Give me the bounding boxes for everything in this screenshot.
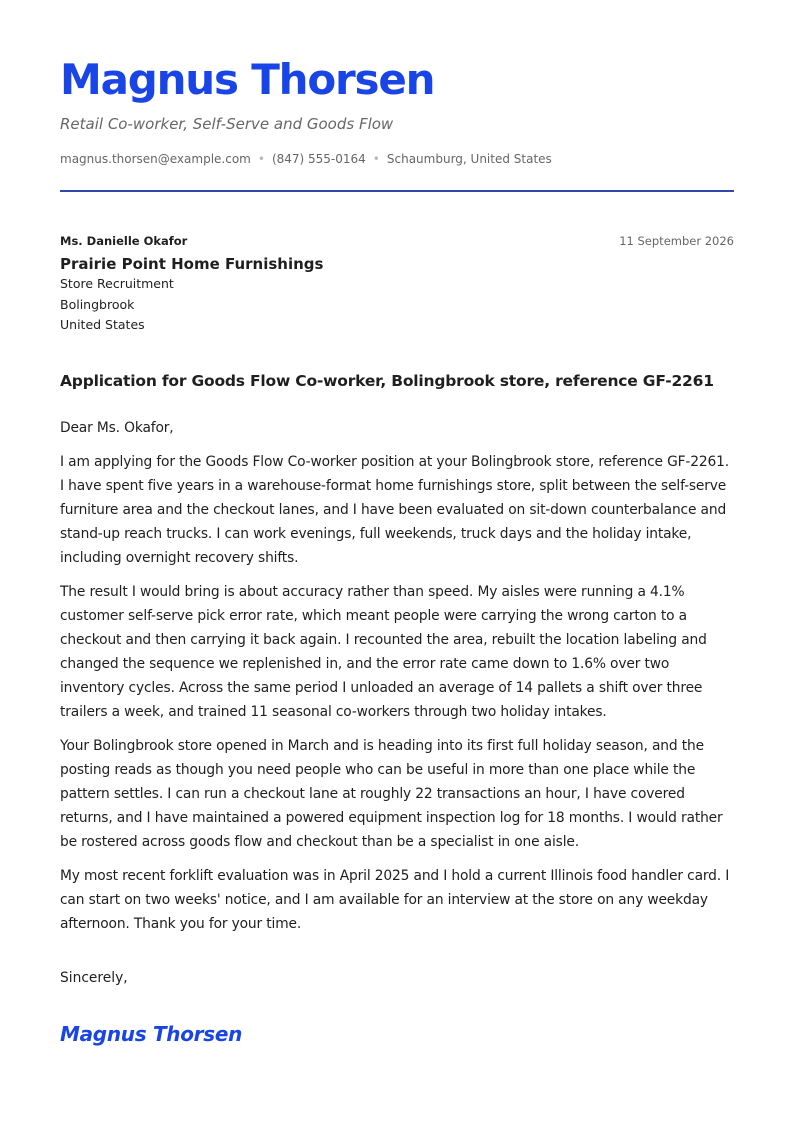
header-divider bbox=[60, 190, 734, 192]
letter-body bbox=[60, 416, 734, 946]
phone-text: (847) 555-0164 bbox=[271, 152, 366, 166]
recipient-department: Store Recruitment bbox=[60, 276, 174, 291]
signature: Magnus Thorsen bbox=[60, 1022, 243, 1046]
recipient-city: Bolingbrook bbox=[60, 296, 135, 312]
body-paragraph: The result I would bring is about accuracy rather than speed. My aisles were running a 4.1% customer self-serve pick error rate, which meant people were carrying the wrong carton to a checkout and then carrying it back again. I recounted the area, rebuilt the location labeling and changed the sequence we replenished in, and the error rate came down to 1.6% over two inventory cycles. Across the same period I unloaded an average of 14 pallets a shift over three trailers a week, and trained 11 seasonal co-workers through two holiday intakes. bbox=[60, 584, 707, 720]
recipient-company: Prairie Point Home Furnishings bbox=[60, 255, 324, 273]
recipient-country: United States bbox=[60, 317, 145, 332]
body-paragraph: Your Bolingbrook store opened in March and is heading into its first full holiday season, and the posting reads as though you need people who can be useful in more than one place while the pattern settles. I can run a checkout lane at roughly 22 transactions an hour, I have covered returns, and I have maintained a powered equipment inspection log for 18 months. I would rather be rostered across goods flow and checkout than be a specialist in one aisle. bbox=[60, 738, 723, 850]
applicant-name: Magnus Thorsen bbox=[60, 55, 435, 104]
body-paragraph: My most recent forklift evaluation was in April 2025 and I hold a current Illinois food handler card. I can start on two weeks' notice, and I am available for an interview at the store on any weekday afternoon. Thank you for your time. bbox=[60, 868, 730, 932]
body-paragraph: I am applying for the Goods Flow Co-worker position at your Bolingbrook store, reference GF-2261. I have spent five years in a warehouse-format home furnishings store, split between the self-serve furniture area and the checkout lanes, and I have been evaluated on sit-down counterbalance and stand-up reach trucks. I can work evenings, full weekends, truck days and the holiday intake, including overnight recovery shifts. bbox=[60, 454, 729, 566]
recipient-name: Ms. Danielle Okafor bbox=[60, 234, 188, 248]
closing: Sincerely, bbox=[60, 970, 128, 986]
location-text: Schaumburg, United States bbox=[386, 152, 552, 166]
salutation: Dear Ms. Okafor, bbox=[60, 420, 174, 436]
separator-dot-icon: • bbox=[257, 152, 265, 166]
email-text: magnus.thorsen@example.com bbox=[60, 152, 251, 166]
contact-line bbox=[60, 152, 552, 166]
letter-subject: Application for Goods Flow Co-worker, Bolingbrook store, reference GF-2261 bbox=[60, 372, 714, 390]
recipient-block bbox=[60, 233, 734, 336]
separator-dot-icon: • bbox=[372, 152, 380, 166]
letter-date: 11 September 2026 bbox=[619, 234, 734, 248]
applicant-title: Retail Co-worker, Self-Serve and Goods Flow bbox=[60, 115, 394, 133]
